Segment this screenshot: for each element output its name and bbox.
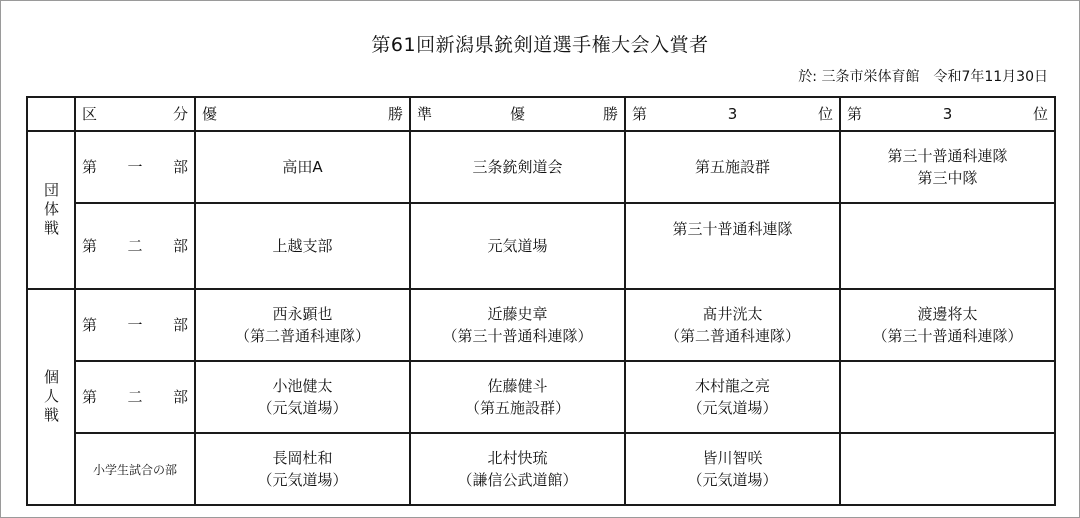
winner-cell: 上越支部 (195, 203, 410, 289)
header-third-place-b: 第 3 位 (840, 97, 1055, 131)
header-runner-up: 準 優 勝 (410, 97, 625, 131)
third-place-b-cell (840, 433, 1055, 505)
third-place-a-cell: 木村龍之亮 （元気道場） (625, 361, 840, 433)
division-cell: 第 一 部 (75, 131, 195, 203)
header-third-place-a: 第 3 位 (625, 97, 840, 131)
table-row (27, 289, 1055, 361)
runner-up-cell: 佐藤健斗 （第五施設群） (410, 361, 625, 433)
division-cell: 第 二 部 (75, 203, 195, 289)
third-place-b-cell (840, 203, 1055, 289)
runner-up-cell: 三条銃剣道会 (410, 131, 625, 203)
third-place-b-cell: 第三十普通科連隊 第三中隊 (840, 131, 1055, 203)
winner-cell: 高田A (195, 131, 410, 203)
venue-date: 於: 三条市栄体育館 令和7年11月30日 (798, 69, 1048, 85)
header-winner: 優 勝 (195, 97, 410, 131)
runner-up-cell: 近藤史章 （第三十普通科連隊） (410, 289, 625, 361)
winner-cell: 小池健太 （元気道場） (195, 361, 410, 433)
header-blank-cell (27, 97, 75, 131)
runner-up-cell: 北村快琉 （謙信公武道館） (410, 433, 625, 505)
group-label-individual: 個人戦 (27, 289, 75, 505)
winner-cell: 西永顕也 （第二普通科連隊） (195, 289, 410, 361)
third-place-b-cell (840, 361, 1055, 433)
group-label-team: 団体戦 (27, 131, 75, 289)
third-place-b-cell: 渡邊将太 （第三十普通科連隊） (840, 289, 1055, 361)
third-place-a-cell: 第三十普通科連隊 (625, 203, 840, 289)
document-title: 第61回新潟県銃剣道選手権大会入賞者 (371, 34, 709, 56)
runner-up-cell: 元気道場 (410, 203, 625, 289)
division-cell: 第 一 部 (75, 289, 195, 361)
division-cell: 小学生試合の部 (75, 433, 195, 505)
table-header-row (27, 97, 1055, 131)
table-row (27, 131, 1055, 203)
third-place-a-cell: 第五施設群 (625, 131, 840, 203)
third-place-a-cell: 髙井洸太 （第二普通科連隊） (625, 289, 840, 361)
winner-cell: 長岡杜和 （元気道場） (195, 433, 410, 505)
division-cell: 第 二 部 (75, 361, 195, 433)
table-row (27, 203, 1055, 289)
header-category: 区 分 (75, 97, 195, 131)
results-table (26, 96, 1056, 506)
third-place-a-cell: 皆川智咲 （元気道場） (625, 433, 840, 505)
table-row (27, 433, 1055, 505)
table-row (27, 361, 1055, 433)
